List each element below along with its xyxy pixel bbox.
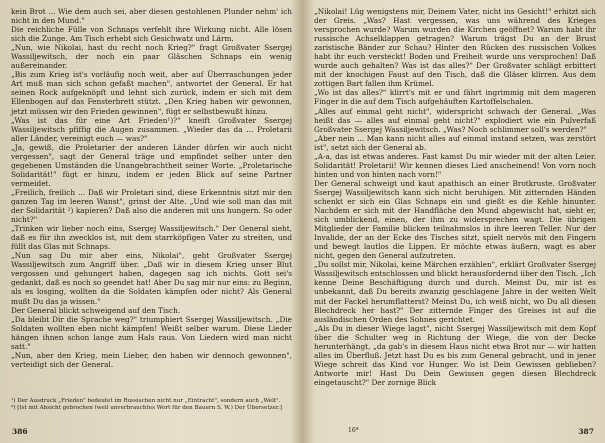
paragraph: kein Brot ... Wie dem auch sei, aber diesen gestohlenen Plunder nehm' ich nicht in den Mund." — [11, 7, 292, 26]
page-number-left: 386 — [12, 427, 28, 436]
paragraph: „Alles auf einmal geht nicht", widerspricht schwach der General. „Was heißt das — alles auf einmal geht nicht?" explodiert wie ein Pulverfaß Großvater Ssergej Wassiljewitsch. „Was? Noch schlimmer soll's werden?" — [314, 106, 596, 134]
paragraph: Der General blickt schweigend auf den Tisch. — [11, 305, 181, 315]
paragraph: „Wo ist das alles?" klirrt's mit er und fährt ingrimmig mit dem mageren Finger in die auf dem Tisch aufgehäuften Kartoffelschalen. — [314, 88, 596, 107]
footnote: ¹) Der Ausdruck „Frieden" bedeutet im Russischen nicht nur „Eintracht", sondern auch „Welt". — [11, 398, 281, 404]
signature-mark: 16* — [348, 427, 359, 434]
footnotes — [11, 398, 292, 412]
paragraph: „Als Du in dieser Wiege lagst", nicht Ssergej Wassiljewitsch mit dem Kopf über die Schulter weg in Richtung der Wiege, die von der Decke herunterhängt, „da gab's in diesem Haus nicht etwa Brot nur — wir hatten alles im Überfluß. Jetzt hast Du es bis zum General gebracht, und in jener Wiege schreit das Kind vor Hunger. Wo ist Dein Gewissen geblieben? Antworte mir! Hast Du Dein Gewissen gegen diesen Blechdreck eingetauscht?" Der zornige Blick — [314, 323, 596, 387]
paragraph: „Aber nein ... Man kann nicht alles auf einmal instand setzen, was zerstört ist", setzt sich der General ab. — [314, 133, 596, 152]
paragraph: „Nun, aber den Krieg, mein Lieber, den haben wir dennoch gewonnen", verteidigt sich der General. — [11, 350, 292, 369]
left-page-body — [11, 7, 292, 369]
page-number-right: 387 — [578, 427, 594, 436]
paragraph: „Bis zum Krieg ist's vorläufig noch weit, aber auf Überraschungen jeder Art muß man sich schon gefaßt machen", antwortet der General. Er hat seinen Rock aufgeknöpft und lehnt sich zurück, indem er sich mit dem Ellenbogen auf das Fensterbrett stützt. „Den Krieg haben wir gewonnen, jetzt müssen wir den Frieden gewinnen", fügt er selbstbewußt hinzu. — [11, 70, 292, 116]
paragraph: „Was ist das für eine Art Frieden¹)?" kneift Großvater Ssergej Wassiljewitsch pfiffig die Augen zusammen. „Wieder das da ... Proletarii aller Länder, vereinigt euch — was?" — [11, 115, 292, 143]
paragraph: Der General schweigt und kaut apathisch an einer Brotkruste. Großvater Ssergej Wassiljewitsch kann sich nicht beruhigen. Mit zitternden Händen schenkt er sich ein Glas Schnaps ein und gießt es die Kehle hinunter. Nachdem er sich mit der Handfläche den Mund abgewischt hat, sieht er, sich umblickend, einen, der ihm zu widersprechen wagt. Die übrigen Mitglieder der Familie blicken teilnahmslos in ihre leeren Teller. Nur der Invalide, der an der Ecke des Tisches sitzt, spielt nervös mit den Fingern und bewegt lautlos die Lippen. Er möchte etwas äußern, wagt es aber nicht, gegen den General aufzutreten. — [314, 178, 596, 261]
paragraph: „Trinken wir lieber noch eins, Ssergej Wassiljewitsch." Der General sieht, daß es für ihn zwecklos ist, mit dem starrköpfigen Vater zu streiten, und füllt das Glas mit Schnaps. — [11, 224, 292, 252]
left-page — [0, 0, 302, 443]
paragraph: „Freilich, freilich ... Daß wir Proletari sind, diese Erkenntnis sitzt mir den ganzen Tag im leeren Wanst", grinst der Alte. „Und wie soll man das mit der Solidarität ²) kapieren? Daß also die anderen mit uns hungern. So oder nicht?" — [11, 187, 292, 225]
paragraph: Die reichliche Fülle von Schnaps verfehlt ihre Wirkung nicht. Alle lösen sich die Zunge. Am Tisch erhebt sich Gesichwatz und Lärm. — [11, 25, 292, 44]
paragraph: „Nun, wie Nikolai, hast du recht noch Krieg?" fragt Großvater Ssergej Wassiljewitsch, der noch ein paar Gläschen Schnaps ein wenig außereinander. — [11, 43, 292, 71]
paragraph: „Nikolai! Lüg wenigstens mir, Deinem Vater, nicht ins Gesicht!" erhitzt sich der Greis. „Was? Hast vergessen, was uns während des Krieges versprochen wurde? Warum wurden die Kirchen geöffnet? Warum habt ihr russische Achselklappen getragen? Warum trägst Du an der Brust zaristische Bänder zur Schau? Hinter den Rücken des russischen Volkes habt ihr euch versteckt! Boden und Freiheit wurde uns versprochen! Daß wurde auch gehalten? Was ist das alles?" Der Großvater schlägt erbittert mit der knochigen Faust auf den Tisch, daß die Gläser klirren. Aus dem zottigen Bart fallen ihm Krümel. — [314, 7, 596, 89]
paragraph: „Du sollst mir, Nikolai, keine Märchen erzählen", erklärt Großvater Ssergej Wassiljewitsch entschlossen und blickt herausfordernd über den Tisch. „Ich kenne Deine Beschäftigung durch und durch. Meinst Du, mir ist es unbekannt, daß Du bereits zwanzig geschlagene Jahre in der weiten Welt mit der Fackel herumflatterst? Meinst Du, ich weiß nicht, wo Du all diesen Blechdreck her hast?" Der zitternde Finger des Greises ist auf die ausländischen Orden des Sohnes gerichtet. — [314, 260, 596, 324]
paragraph: „Ja, gewiß, die Proletarier der anderen Länder dürfen wir auch nicht vergessen", sagt der General träge und empfindet selber unter den gegebenen Umständen die Unangebrachtheit seiner Worte. „Proletarische Solidarität!" fügt er hinzu, indem er jeden Blick auf seine Partner vermeidet. — [11, 142, 292, 188]
paragraph: „A-a, das ist etwas anderes. Fast kamst Du mir wieder mit der alten Leier. Solidarität! Proletarii! Wir kennen dieses Lied anscheinend! Von vorn noch hinten und von hinten nach vorn!" — [314, 151, 596, 179]
right-page-body — [314, 7, 596, 387]
right-page — [302, 0, 604, 443]
footnote: ²) [Ist mit Absicht gebrochen (weil unverbrauchtes Wort für den Bauern S. W.) Der Übersetzer.] — [11, 405, 282, 411]
paragraph: „Da bleibt Dir die Sprache weg?" triumphiert Ssergej Wassiljewitsch. „Die Soldaten wollten eben nicht kämpfen! Weißt selber warum. Diese Lieder hängen ihnen schon lange zum Hals raus. Von Liedern wird man nicht satt." — [11, 314, 292, 351]
paragraph: „Nun sag Du mir aber eins, Nikolai", geht Großvater Ssergej Wassiljewitsch zum Angriff über. „Daß wir in diesem Krieg unser Blut vergossen und gehungert haben, dagegen sag ich nichts. Gott sei's gedankt, daß es noch so geendet hat! Aber Du sag mir nur eins: zu Beginn, als es losging, wollten da die Soldaten kämpfen oder nicht? Als General mußt Du das ja wissen." — [11, 251, 292, 306]
